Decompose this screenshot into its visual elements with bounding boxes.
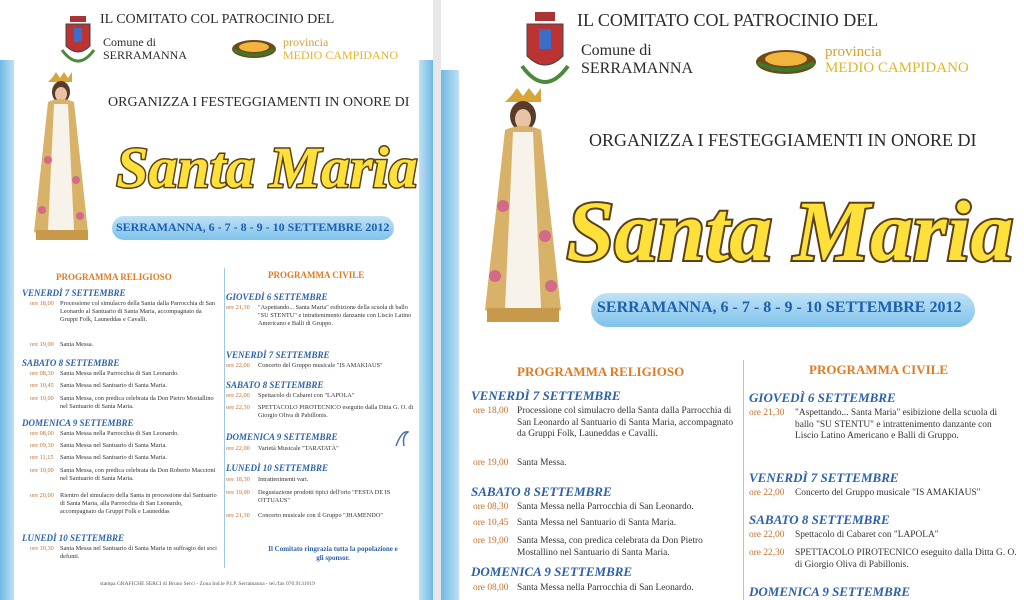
dates-banner: SERRAMANNA, 6 - 7 - 8 - 9 - 10 SETTEMBRE 2012 (116, 220, 390, 234)
day-heading: GIOVEDÌ 6 SETTEMBRE (226, 292, 328, 302)
committee-text: IL COMITATO COL PATROCINIO DEL (100, 12, 335, 27)
event-text: Rientro del simulacro della Santa in processione dal Santuario di Santa Maria, alla Parrocchia di San Leonardo, accompagnato da Gruppi Folk e Launeddas (60, 492, 217, 515)
event-text: Varietà Musicale "TARATATÀ" (258, 445, 339, 452)
list-item (30, 467, 220, 485)
list-item (473, 536, 739, 560)
event-time: ore 21,30 (749, 408, 785, 418)
event-text: Santa Messa nel Santuario di Santa Maria in suffragio dei soci defunti. (60, 545, 217, 560)
event-text: Santa Messa nel Santuario di Santa Maria. (60, 382, 167, 389)
event-text: Concerto del Gruppo musicale "IS AMAKIAUS" (795, 488, 981, 498)
day-heading: VENERDÌ 7 SETTEMBRE (22, 288, 126, 298)
event-time: ore 10,45 (473, 518, 509, 528)
event-time: ore 18,00 (30, 300, 54, 307)
list-item (30, 370, 220, 380)
list-item (30, 382, 220, 392)
programma-civile-heading: PROGRAMMA CIVILE (809, 362, 949, 377)
event-time: ore 08,00 (30, 430, 54, 437)
list-item (749, 530, 1017, 542)
day-heading: DOMENICA 9 SETTEMBRE (226, 432, 338, 442)
event-time: ore 10,30 (30, 545, 54, 552)
signature-icon (394, 428, 410, 450)
ringrazia-text: Il Comitato ringrazia tutta la popolazione e gli sponsor. (268, 545, 398, 562)
event-time: ore 22,00 (226, 362, 250, 369)
event-time: ore 22,30 (749, 548, 785, 558)
event-text: Santa Messa nella Parrocchia di San Leonardo. (60, 430, 179, 437)
organizza-text: ORGANIZZA I FESTEGGIAMENTI IN ONORE DI (589, 130, 977, 150)
event-text: SPETTACOLO PIROTECNICO eseguito dalla Ditta G. O. di Giorgio Oliva di Pabillonis. (795, 548, 1017, 570)
provincia-logo-icon (230, 38, 278, 60)
event-text: Santa Messa, con predica celebrata da Don Pietro Mostallino nel Santuario di Santa Maria. (517, 536, 703, 558)
event-time: ore 19,00 (473, 458, 509, 468)
event-text: "Aspettando... Santa Maria" esibizione della scuola di ballo "SU STENTU" e intrattenimento danzante con Liscio Latino Americano e Balli di Gruppo. (258, 304, 412, 327)
event-text: Concerto del Gruppo musicale "IS AMAKIAUS" (258, 362, 383, 369)
comune-line2: SERRAMANNA (581, 60, 694, 77)
event-text: Santa Messa nel Santuario di Santa Maria. (517, 518, 677, 528)
list-item (226, 512, 422, 522)
day-heading: LUNEDÌ 10 SETTEMBRE (226, 463, 329, 473)
provincia-line1: provincia (283, 35, 329, 49)
list-item (473, 583, 739, 595)
event-text: Intrattenimenti vari. (258, 476, 309, 483)
poster-zoomed (441, 0, 1024, 600)
event-time: ore 09,30 (30, 442, 54, 449)
event-time: ore 18,30 (226, 476, 250, 483)
event-text: Processione col simulacro della Santa dalla Parrocchia di San Leonardo al Santuario di Santa Maria, accompagnato da Gruppi Folk, Launeddas e Cavalli. (60, 300, 215, 323)
event-time: ore 08,30 (30, 370, 54, 377)
title-graphic (112, 125, 422, 205)
list-item (30, 442, 220, 452)
crest-icon (519, 12, 571, 96)
list-item (226, 392, 422, 402)
title: Santa Maria (566, 183, 1014, 279)
day-heading: SABATO 8 SETTEMBRE (749, 512, 890, 527)
event-text: Santa Messa nella Parrocchia di San Leonardo. (517, 583, 694, 593)
event-time: ore 19,00 (473, 536, 509, 546)
poster-full (0, 0, 433, 600)
list-item (473, 458, 739, 470)
day-heading: SABATO 8 SETTEMBRE (471, 484, 612, 499)
event-text: Concerto musicale con il Gruppo "JHAMENDO" (258, 512, 383, 519)
list-item (473, 518, 739, 530)
event-text: Degustazione prodotti tipici dell'orto "FESTA DE IS OTTUAUS" (258, 489, 391, 504)
day-heading: LUNEDÌ 10 SETTEMBRE (22, 533, 125, 543)
day-heading: DOMENICA 9 SETTEMBRE (471, 564, 633, 579)
event-text: SPETTACOLO PIROTECNICO eseguito dalla Ditta G. O. di Giorgio Oliva di Pabillonis. (258, 404, 414, 419)
crest-icon (60, 16, 96, 68)
list-item (226, 304, 422, 344)
provincia-line2: MEDIO CAMPIDANO (283, 48, 399, 62)
title-graphic (559, 168, 1021, 286)
day-heading: DOMENICA 9 SETTEMBRE (22, 418, 134, 428)
list-item (473, 406, 739, 454)
event-text: Santa Messa nel Santuario di Santa Maria. (60, 454, 167, 461)
programma-civile-heading: PROGRAMMA CIVILE (268, 270, 365, 280)
day-heading: VENERDÌ 7 SETTEMBRE (471, 388, 621, 403)
day-heading: GIOVEDÌ 6 SETTEMBRE (749, 390, 896, 405)
list-item (30, 454, 220, 464)
event-time: ore 18,00 (473, 406, 509, 416)
day-heading: SABATO 8 SETTEMBRE (226, 380, 324, 390)
event-text: Santa Messa. (517, 458, 567, 468)
list-item (30, 545, 220, 563)
list-item (30, 341, 220, 351)
programma-religioso-heading: PROGRAMMA RELIGIOSO (56, 272, 172, 282)
event-time: ore 21,30 (226, 512, 250, 519)
provincia-logo-icon (753, 48, 819, 76)
comune-line1: Comune di (581, 42, 652, 59)
event-time: ore 19,00 (30, 341, 54, 348)
list-item (226, 445, 422, 455)
event-time: ore 22,00 (226, 392, 250, 399)
list-item (226, 489, 422, 507)
event-time: ore 22,00 (749, 488, 785, 498)
column-divider (743, 360, 744, 600)
madonna-statue-image (18, 70, 104, 242)
event-time: ore 20,00 (30, 492, 54, 499)
list-item (30, 300, 220, 340)
list-item (749, 548, 1017, 572)
title: Santa Maria (116, 135, 418, 200)
dates-banner: SERRAMANNA, 6 - 7 - 8 - 9 - 10 SETTEMBRE 2012 (597, 299, 962, 316)
comune-line1: Comune di (103, 35, 156, 49)
event-time: ore 19,00 (226, 489, 250, 496)
event-time: ore 21,30 (226, 304, 250, 311)
event-text: Santa Messa. (60, 341, 94, 348)
event-time: ore 11,15 (30, 454, 54, 461)
event-text: Spettacolo di Cabaret con "LAPOLA" (795, 530, 939, 540)
list-item (226, 362, 422, 372)
event-time: ore 08,00 (473, 583, 509, 593)
list-item (473, 502, 739, 514)
list-item (749, 488, 1017, 500)
event-text: Santa Messa nella Parrocchia di San Leonardo. (517, 502, 694, 512)
list-item (30, 395, 220, 413)
day-heading: DOMENICA 9 SETTEMBRE (749, 584, 911, 599)
provincia-line1: provincia (825, 44, 882, 60)
event-time: ore 22,00 (226, 445, 250, 452)
list-item (749, 408, 1017, 456)
organizza-text: ORGANIZZA I FESTEGGIAMENTI IN ONORE DI (108, 95, 410, 110)
comune-line2: SERRAMANNA (103, 48, 188, 62)
event-time: ore 22,30 (226, 404, 250, 411)
list-item (30, 492, 220, 524)
event-time: ore 08,30 (473, 502, 509, 512)
event-text: Santa Messa nel Santuario di Santa Maria. (60, 442, 167, 449)
event-text: Santa Messa, con predica celebrata da Don Roberto Maccioni nel Santuario di Santa Maria. (60, 467, 216, 482)
decorative-band (441, 70, 459, 600)
day-heading: VENERDÌ 7 SETTEMBRE (226, 350, 330, 360)
day-heading: VENERDÌ 7 SETTEMBRE (749, 470, 899, 485)
footer-printer: stampa GRAFICHE SERCI di Bruno Serci - Zona Ind.le P.I.P. Serramanna - tel./fax 070.9131019 (100, 581, 315, 587)
event-time: ore 22,00 (749, 530, 785, 540)
event-text: Santa Messa nella Parrocchia di San Leonardo. (60, 370, 179, 377)
column-divider (224, 268, 225, 568)
list-item (30, 430, 220, 440)
day-heading: SABATO 8 SETTEMBRE (22, 358, 120, 368)
event-text: Spettacolo di Cabaret con "LAPOLA" (258, 392, 355, 399)
event-text: Processione col simulacro della Santa dalla Parrocchia di San Leonardo al Santuario di Santa Maria, accompagnato da Gruppi Folk, Launeddas e Cavalli. (517, 406, 734, 439)
event-text: "Aspettando... Santa Maria" esibizione della scuola di ballo "SU STENTU" e intrattenimento danzante con Liscio Latino Americano e Balli di Gruppo. (795, 408, 998, 441)
event-time: ore 19,00 (30, 467, 54, 474)
list-item (226, 476, 422, 486)
list-item (226, 404, 422, 422)
event-text: Santa Messa, con predica celebrata da Don Pietro Mostallino nel Santuario di Santa Maria. (60, 395, 214, 410)
programma-religioso-heading: PROGRAMMA RELIGIOSO (517, 364, 685, 379)
committee-text: IL COMITATO COL PATROCINIO DEL (577, 10, 879, 30)
provincia-line2: MEDIO CAMPIDANO (825, 60, 969, 76)
decorative-band (0, 60, 14, 600)
event-time: ore 10,45 (30, 382, 54, 389)
event-time: ore 19,00 (30, 395, 54, 402)
